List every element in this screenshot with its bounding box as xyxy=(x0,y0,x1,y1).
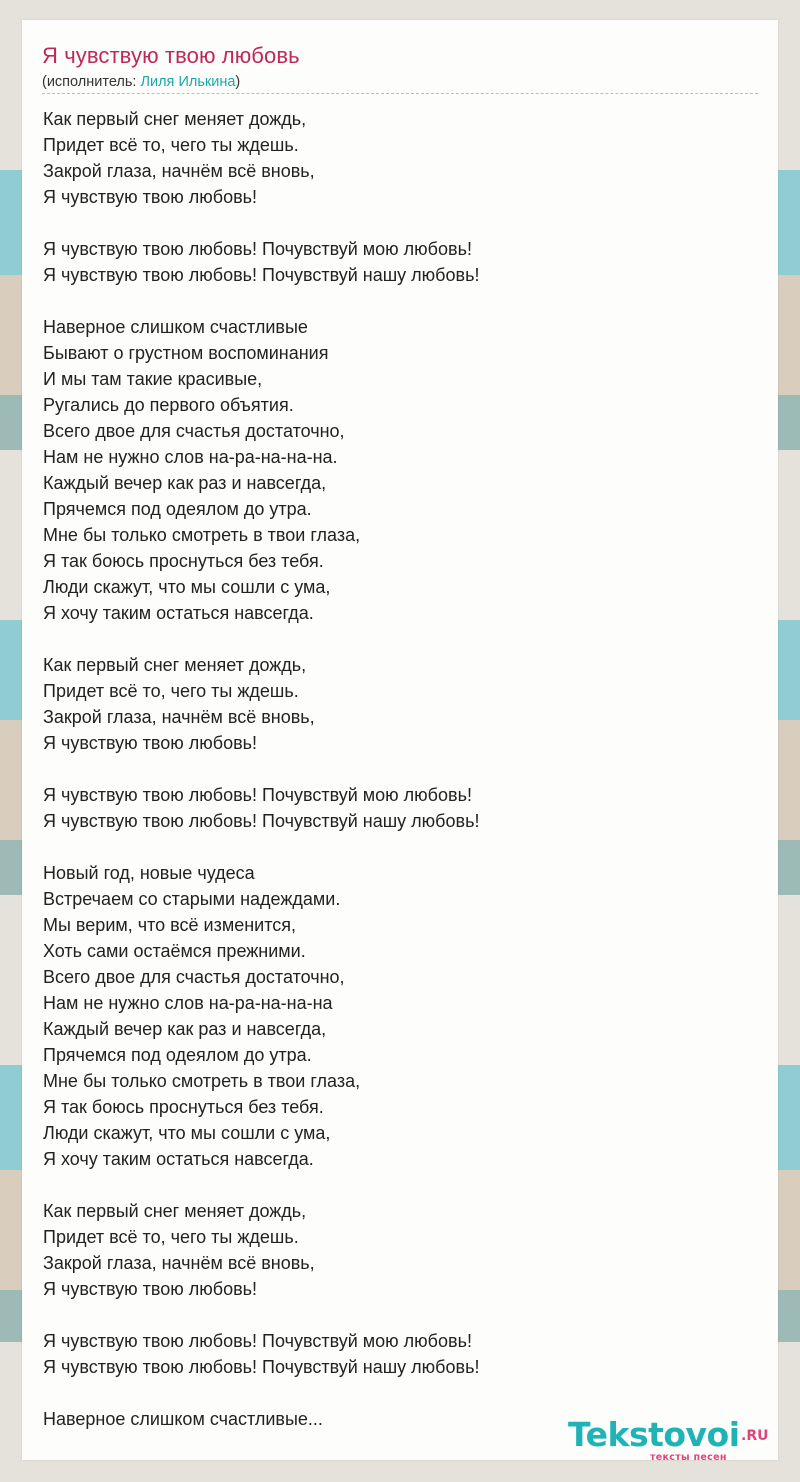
lyric-line: Я так боюсь проснуться без тебя. xyxy=(43,1097,324,1117)
lyric-line: Я чувствую твою любовь! Почувствуй мою любовь! xyxy=(43,1331,472,1351)
lyric-line: Люди скажут, что мы сошли с ума, xyxy=(43,577,331,597)
lyric-line: Как первый снег меняет дождь, xyxy=(43,655,307,675)
lyric-line: Я хочу таким остаться навсегда. xyxy=(43,1149,314,1169)
lyric-line: Мне бы только смотреть в твои глаза, xyxy=(43,525,361,545)
lyric-line: Мне бы только смотреть в твои глаза, xyxy=(43,1071,361,1091)
performer-prefix: (исполнитель: xyxy=(42,74,141,90)
performer-suffix: ) xyxy=(235,74,241,90)
lyric-line: Я чувствую твою любовь! Почувствуй мою любовь! xyxy=(43,239,472,259)
stanza-gap xyxy=(43,210,743,236)
lyric-line: Придет всё то, чего ты ждешь. xyxy=(43,1227,299,1247)
lyric-line: Всего двое для счастья достаточно, xyxy=(43,421,345,441)
lyric-line: Я чувствую твою любовь! Почувствуй мою любовь! xyxy=(43,785,472,805)
lyric-line: Нам не нужно слов на-ра-на-на-на xyxy=(43,993,333,1013)
performer-line xyxy=(42,74,240,90)
lyric-line: Я чувствую твою любовь! xyxy=(43,733,258,753)
lyric-line: Нам не нужно слов на-ра-на-на-на. xyxy=(43,447,338,467)
lyric-line: Мы верим, что всё изменится, xyxy=(43,915,297,935)
lyric-line: Я так боюсь проснуться без тебя. xyxy=(43,551,324,571)
site-logo[interactable] xyxy=(568,1415,778,1463)
stanza-gap xyxy=(43,1380,743,1406)
lyric-line: Как первый снег меняет дождь, xyxy=(43,1201,307,1221)
lyric-line: Я чувствую твою любовь! xyxy=(43,1279,258,1299)
logo-name: Tekstovoi xyxy=(568,1415,740,1454)
lyric-line: Каждый вечер как раз и навсегда, xyxy=(43,1019,327,1039)
performer-link[interactable]: Лиля Илькина xyxy=(140,74,236,90)
lyric-line: Я чувствую твою любовь! xyxy=(43,187,258,207)
lyric-line: Как первый снег меняет дождь, xyxy=(43,109,307,129)
lyric-line: Закрой глаза, начнём всё вновь, xyxy=(43,707,315,727)
lyric-line: Новый год, новые чудеса xyxy=(43,863,255,883)
lyric-line: Я чувствую твою любовь! Почувствуй нашу любовь! xyxy=(43,811,480,831)
lyrics-card xyxy=(22,20,778,1463)
stanza-gap xyxy=(43,1302,743,1328)
lyric-line: Прячемся под одеялом до утра. xyxy=(43,1045,312,1065)
lyric-line: Закрой глаза, начнём всё вновь, xyxy=(43,1253,315,1273)
lyric-line: Каждый вечер как раз и навсегда, xyxy=(43,473,327,493)
lyric-line: Придет всё то, чего ты ждешь. xyxy=(43,681,299,701)
logo-tagline: тексты песен xyxy=(650,1452,727,1463)
lyric-line: Придет всё то, чего ты ждешь. xyxy=(43,135,299,155)
song-title: Я чувствую твою любовь xyxy=(42,43,300,68)
lyric-line: Всего двое для счастья достаточно, xyxy=(43,967,345,987)
lyric-line: Закрой глаза, начнём всё вновь, xyxy=(43,161,315,181)
logo-tld: .RU xyxy=(741,1428,769,1444)
lyric-line: Бывают о грустном воспоминания xyxy=(43,343,329,363)
stanza-gap xyxy=(43,626,743,652)
stanza-gap xyxy=(43,756,743,782)
lyric-line: Ругались до первого объятия. xyxy=(43,395,294,415)
title-divider xyxy=(42,93,758,94)
lyric-line: Я хочу таким остаться навсегда. xyxy=(43,603,314,623)
lyric-line: Наверное слишком счастливые... xyxy=(43,1409,323,1429)
lyric-line: Я чувствую твою любовь! Почувствуй нашу любовь! xyxy=(43,265,480,285)
lyric-line: Встречаем со старыми надеждами. xyxy=(43,889,341,909)
lyric-line: Я чувствую твою любовь! Почувствуй нашу любовь! xyxy=(43,1357,480,1377)
stanza-gap xyxy=(43,834,743,860)
lyric-line: И мы там такие красивые, xyxy=(43,369,263,389)
lyrics-text xyxy=(43,106,743,1432)
stanza-gap xyxy=(43,1172,743,1198)
lyric-line: Прячемся под одеялом до утра. xyxy=(43,499,312,519)
lyric-line: Хоть сами остаёмся прежними. xyxy=(43,941,306,961)
lyric-line: Наверное слишком счастливые xyxy=(43,317,308,337)
stanza-gap xyxy=(43,288,743,314)
lyric-line: Люди скажут, что мы сошли с ума, xyxy=(43,1123,331,1143)
